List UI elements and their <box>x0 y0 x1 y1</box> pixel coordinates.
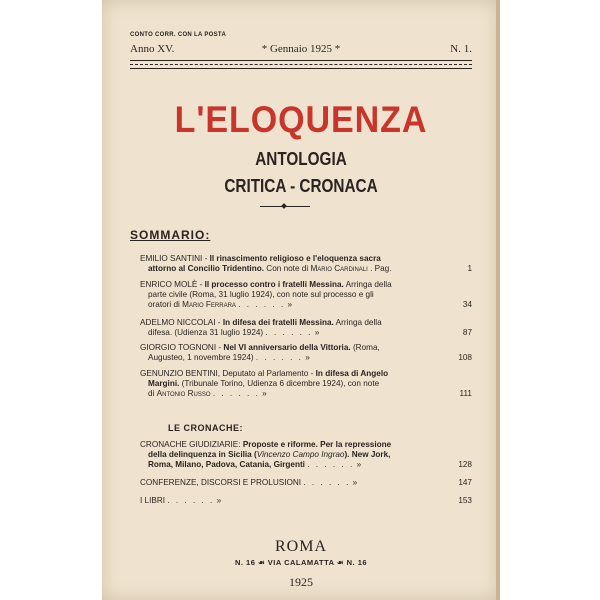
publisher-city: ROMA <box>274 538 327 555</box>
contents-entry: GIORGIO TOGNONI - Nel VI anniversario della Vittoria. (Roma, Augusteo, 1 novembre 1924) . . . . . . » 108 <box>140 343 472 362</box>
contents-entry: ADELMO NICCOLAI - In difesa dei fratelli Messina. Arringa della difesa. (Udienza 31 luglio 1924) . . . . . . » 87 <box>140 318 472 337</box>
contents-entry: CRONACHE GIUDIZIARIE: Proposte e riforme. Per la repressione della delinquenza in Sicilia (Vincenzo Campo Ingrao). New Jork, Roma, Milano, Padova, Catania, Girgenti . . . . . . » 128 <box>140 440 472 469</box>
page-number: 108 <box>458 353 472 362</box>
header-rule-bottom <box>130 68 472 69</box>
page-number: 128 <box>458 460 472 469</box>
publisher-address: N. 16 ☙ VIA CALAMATTA ☙ N. 16 <box>234 558 368 567</box>
page-number: 1 <box>467 264 472 273</box>
page-number: 34 <box>462 300 472 309</box>
journal-subtitle-2: CRITICA - CRONACA <box>224 176 378 196</box>
book-page <box>102 0 498 600</box>
header-rule-middle <box>130 64 472 65</box>
page-number: 111 <box>459 389 472 398</box>
journal-title: L'ELOQUENZA <box>174 99 428 140</box>
contents-entry: I LIBRI . . . . . . » 153 <box>140 496 472 505</box>
journal-subtitle-1: ANTOLOGIA <box>255 149 347 169</box>
issue-number: N. 1. <box>450 43 472 55</box>
page-number: 147 <box>458 478 472 487</box>
issue-date: * Gennaio 1925 * <box>261 43 341 55</box>
issue-header <box>130 43 472 57</box>
contents-heading: SOMMARIO: <box>130 228 211 242</box>
issue-year: Anno XV. <box>130 43 175 55</box>
page-number: 87 <box>462 328 472 337</box>
page-content <box>130 0 472 600</box>
publication-year: 1925 <box>289 575 313 589</box>
ornament-divider <box>260 206 310 207</box>
contents-entry: EMILIO SANTINI - Il rinascimento religioso e l'eloquenza sacra attorno al Concilio Tridentino. Con note di Mario Cardinali . Pag. 1 <box>140 254 472 273</box>
page-number: 153 <box>458 496 472 505</box>
cronache-heading: LE CRONACHE: <box>168 423 243 433</box>
book-spine <box>496 0 500 600</box>
contents-entry: ENRICO MOLÈ - Il processo contro i fratelli Messina. Arringa della parte civile (Roma, 31 luglio 1924), con note sul processo e gli oratori di Mario Ferrara . . . . . . » 34 <box>140 280 472 309</box>
postal-note: CONTO CORR. CON LA POSTA <box>130 32 227 38</box>
contents-entry: GENUNZIO BENTINI, Deputato al Parlamento - In difesa di Angelo Margini. (Tribunale Torino, Udienza 6 dicembre 1924), con note di Antonio Russo . . . . . . » 111 <box>140 369 472 398</box>
contents-entry: CONFERENZE, DISCORSI E PROLUSIONI . . . . . . » 147 <box>140 478 472 487</box>
header-rule-top <box>130 60 472 61</box>
